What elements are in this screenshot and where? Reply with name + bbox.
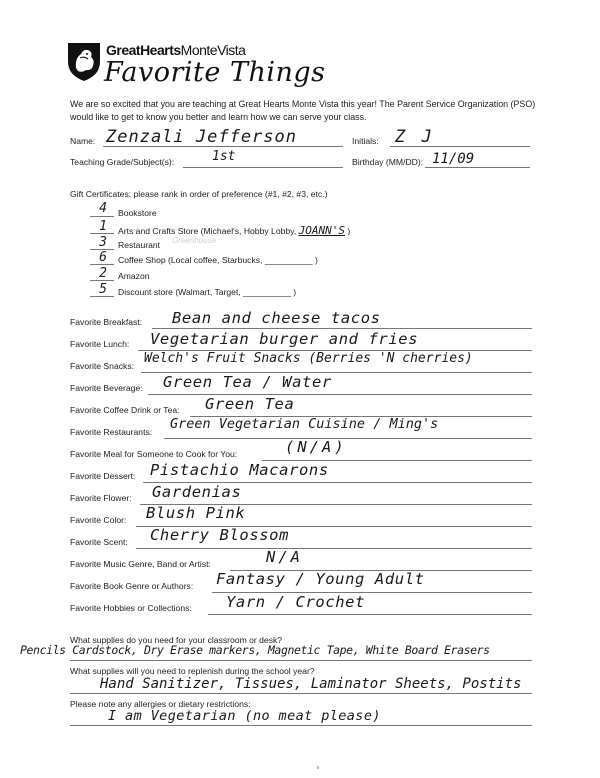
fav-snacks-value[interactable]: Welch's Fruit Snacks (Berries 'N cherries) (144, 351, 473, 366)
supplies-answer-2[interactable]: Hand Sanitizer, Tissues, Laminator Sheets, Postits (100, 676, 522, 692)
option-discount: Discount store (Walmart, Target, __________ ) (118, 287, 297, 297)
fav-label: Favorite Dessert: (70, 471, 136, 481)
initials-value[interactable]: Z J (395, 127, 435, 147)
fav-label: Favorite Hobbies or Collections: (70, 603, 192, 613)
rank-coffee[interactable]: 6 (99, 250, 107, 265)
rank-amazon[interactable]: 2 (99, 266, 107, 281)
fav-label: Favorite Book Genre or Authors: (70, 581, 194, 591)
intro-text: We are so excited that you are teaching at Great Hearts Monte Vista this year! The Parent Service Organization (PSO) would like to get to know you better and learn how we can serve your class. (70, 99, 536, 122)
fav-restaurants-value[interactable]: Green Vegetarian Cuisine / Ming's (170, 416, 439, 432)
rank-discount[interactable]: 5 (99, 282, 107, 297)
fav-label: Favorite Meal for Someone to Cook for You: (70, 449, 238, 459)
rank-line (90, 233, 114, 234)
fav-line (164, 438, 532, 439)
fav-coffee-value[interactable]: Green Tea (205, 395, 295, 413)
fav-line (136, 548, 532, 549)
fav-flower-value[interactable]: Gardenias (152, 483, 242, 501)
fav-label: Favorite Beverage: (70, 383, 143, 393)
birthday-line (425, 167, 530, 168)
option-amazon: Amazon (118, 271, 150, 281)
fav-scent-value[interactable]: Cherry Blossom (150, 526, 290, 544)
name-label: Name: (70, 136, 96, 146)
rank-line (90, 296, 114, 297)
birthday-label: Birthday (MM/DD): (352, 157, 424, 167)
supplies-answer-1[interactable]: Pencils Cardstock, Dry Erase markers, Magnetic Tape, White Board Erasers (20, 643, 490, 657)
fav-music-value[interactable]: N/A (266, 548, 303, 566)
fav-label: Favorite Breakfast: (70, 317, 143, 327)
restaurant-write-in[interactable]: Greenhouse (172, 236, 217, 245)
fav-label: Favorite Restaurants: (70, 427, 153, 437)
supplies-question-2: What supplies will you need to replenish during the school year? (70, 666, 315, 676)
fav-label: Favorite Snacks: (70, 361, 134, 371)
supplies-answer-3[interactable]: I am Vegetarian (no meat please) (108, 708, 381, 724)
fav-label: Favorite Coffee Drink or Tea: (70, 405, 180, 415)
page-title: Favorite Things (104, 57, 326, 88)
initials-label: Initials: (352, 136, 379, 146)
brand-name: GreatHeartsMonteVista (106, 42, 246, 58)
fav-dessert-value[interactable]: Pistachio Macarons (150, 461, 329, 479)
option-arts-crafts: Arts and Crafts Store (Michael's, Hobby Lobby, JOANN'S ) (118, 224, 351, 237)
shield-lion-icon (66, 40, 102, 82)
rank-line (90, 216, 114, 217)
fav-label: Favorite Music Genre, Band or Artist: (70, 559, 211, 569)
option-bookstore: Bookstore (118, 208, 157, 218)
gift-heading: Gift Certificates: please rank in order of preference (#1, #2, #3, etc.) (70, 189, 328, 199)
arts-crafts-write-in[interactable]: JOANN'S (298, 224, 345, 237)
fav-breakfast-value[interactable]: Bean and cheese tacos (172, 309, 381, 327)
page-mark (317, 766, 319, 769)
rank-line (90, 264, 114, 265)
fav-line (208, 614, 532, 615)
grade-line (183, 167, 343, 168)
fav-label: Favorite Flower: (70, 493, 132, 503)
fav-line (152, 328, 532, 329)
fav-label: Favorite Scent: (70, 537, 128, 547)
name-value[interactable]: Zenzali Jefferson (106, 127, 297, 147)
fav-lunch-value[interactable]: Vegetarian burger and fries (150, 330, 419, 348)
grade-label: Teaching Grade/Subject(s): (70, 157, 175, 167)
supplies-line (70, 725, 532, 726)
fav-beverage-value[interactable]: Green Tea / Water (163, 373, 332, 391)
fav-hobbies-value[interactable]: Yarn / Crochet (226, 593, 366, 611)
grade-value[interactable]: 1st (212, 149, 236, 164)
rank-line (90, 280, 114, 281)
supplies-line (70, 693, 532, 694)
rank-arts-crafts[interactable]: 1 (99, 219, 107, 234)
fav-meal-value[interactable]: (N/A) (285, 438, 347, 456)
supplies-line (70, 660, 532, 661)
option-restaurant: Restaurant (118, 240, 161, 250)
fav-book-value[interactable]: Fantasy / Young Adult (216, 570, 425, 588)
supplies-question-3: Please note any allergies or dietary restrictions: (70, 699, 251, 709)
birthday-value[interactable]: 11/09 (432, 151, 475, 167)
fav-color-value[interactable]: Blush Pink (146, 504, 246, 522)
option-coffee: Coffee Shop (Local coffee, Starbucks, __________ ) (118, 255, 318, 265)
fav-label: Favorite Lunch: (70, 339, 130, 349)
rank-restaurant[interactable]: 3 (99, 235, 107, 250)
supplies-question-1: What supplies do you need for your classroom or desk? (70, 635, 283, 645)
rank-bookstore[interactable]: 4 (99, 201, 107, 216)
fav-label: Favorite Color: (70, 515, 127, 525)
